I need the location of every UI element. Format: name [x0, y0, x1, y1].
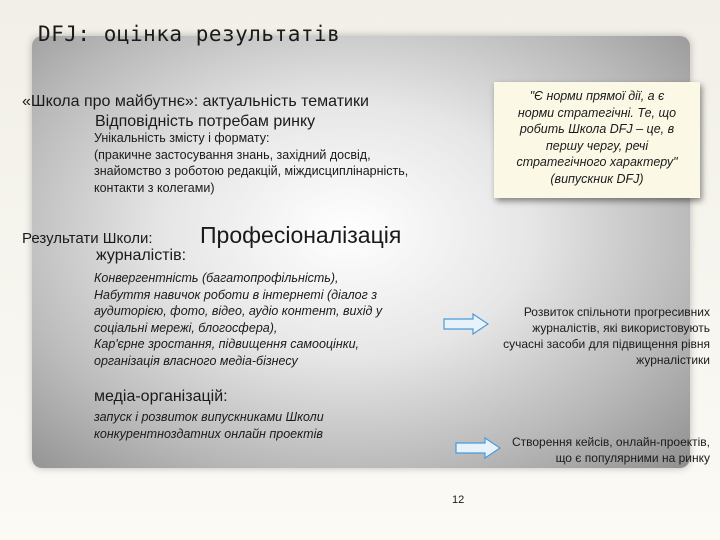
community-line: Розвиток спільноти прогресивних	[523, 305, 710, 319]
uniqueness-line: знайомство з роботою редакцій, міждисциплінарність,	[94, 164, 409, 178]
journalists-label: журналістів:	[96, 247, 187, 264]
outcome-line: аудиторією, фото, відео, аудіо контент, вихід у	[94, 304, 383, 318]
quote-line: норми стратегічні. Те, що	[517, 105, 677, 120]
uniqueness-text	[94, 130, 454, 196]
media-line: конкурентноздатних онлайн проектів	[94, 426, 323, 441]
graduate-quote-note	[494, 82, 700, 198]
results-label: Результати Школи:	[22, 230, 153, 247]
media-organizations-label: медіа-організацій:	[94, 388, 228, 405]
heading-market-relevance: Відповідність потребам ринку	[95, 113, 316, 130]
quote-line: першу чергу, речі	[545, 138, 649, 153]
outcome-line: організація власного медіа-бізнесу	[94, 353, 298, 368]
professionalization-heading: Професіоналізація	[200, 222, 402, 248]
cases-projects-text	[472, 434, 710, 466]
community-line: сучасні засоби для підвищення рівня	[503, 337, 710, 351]
media-line: запуск і розвиток випускниками Школи	[94, 410, 324, 424]
outcome-line: Кар'єрне зростання, підвищення самооцінки,	[94, 337, 360, 351]
outcome-line: Конвергентність (багатопрофільність),	[94, 271, 339, 285]
uniqueness-line: (пракичне застосування знань, західний досвід,	[94, 147, 371, 162]
cases-line: що є популярними на ринку	[555, 451, 710, 465]
community-development-text	[472, 304, 710, 368]
quote-line: стратегічного характеру"	[516, 155, 678, 169]
cases-line: Створення кейсів, онлайн-проектів,	[511, 435, 710, 449]
quote-line: "Є норми прямої дії, а є	[529, 89, 665, 103]
community-line: журналістів, які використовують	[532, 321, 710, 335]
quote-line: робить Школа DFJ – це, в	[519, 122, 675, 136]
uniqueness-line: контакти з колегами)	[94, 180, 215, 195]
heading-topicality: «Школа про майбутнє»: актуальність тематики	[22, 93, 369, 110]
media-organizations-text	[94, 409, 394, 442]
outcome-line: Набуття навичок роботи в інтернеті (діалог з	[94, 287, 378, 302]
community-line: журналістики	[636, 353, 710, 367]
page-number: 12	[452, 494, 465, 506]
journalists-outcomes	[94, 270, 434, 369]
uniqueness-line: Унікальність змісту і формату:	[94, 131, 270, 145]
quote-line: (випускник DFJ)	[550, 171, 644, 186]
slide-title: DFJ: оцінка результатів	[38, 22, 341, 46]
outcome-line: соціальні мережі, блогосфера),	[94, 320, 278, 335]
